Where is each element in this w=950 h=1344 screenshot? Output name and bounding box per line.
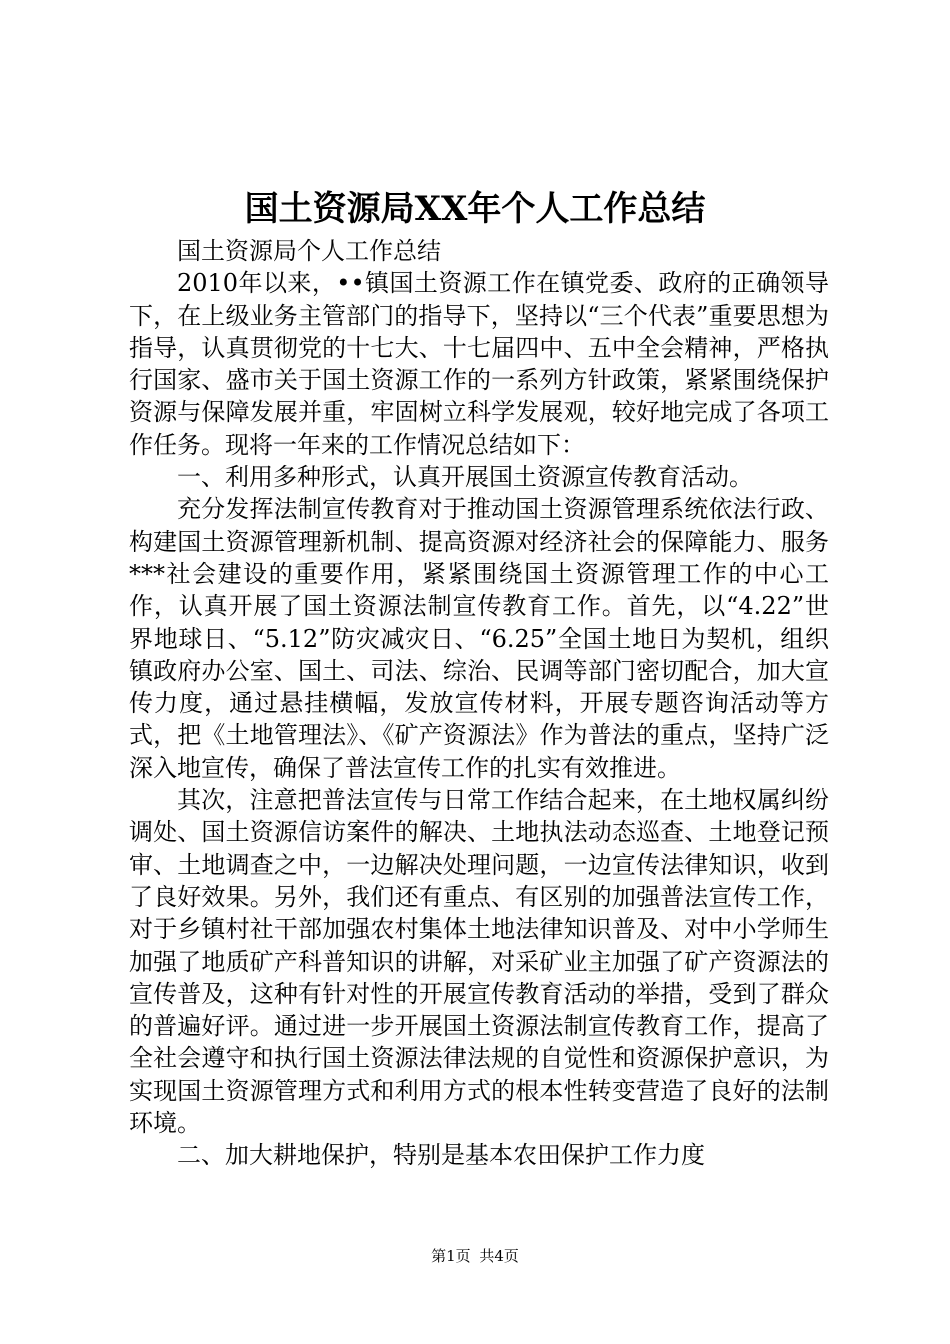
page-footer xyxy=(0,1246,950,1266)
intro-paragraph: 2010年以来，••镇国土资源工作在镇党委、政府的正确领导下，在上级业务主管部门的指导下，坚持以“三个代表”重要思想为指导，认真贯彻党的十七大、十七届四中、五中全会精神，严格执行国家、盛市关于国土资源工作的一系列方针政策，紧紧围绕保护资源与保障发展并重，牢固树立科学发展观，较好地完成了各项工作任务。现将一年来的工作情况总结如下： xyxy=(129,269,829,459)
document-body xyxy=(129,235,829,1172)
section-heading-2: 二、加大耕地保护，特别是基本农田保护工作力度 xyxy=(177,1141,705,1170)
subtitle-paragraph: 国土资源局个人工作总结 xyxy=(177,237,441,265)
page-total: 共4页 xyxy=(479,1247,519,1265)
body-paragraph: 其次，注意把普法宣传与日常工作结合起来，在土地权属纠纷调处、国土资源信访案件的解决、土地执法动态巡查、土地登记预审、土地调查之中，一边解决处理问题，一边宣传法律知识，收到了良好效果。另外，我们还有重点、有区别的加强普法宣传工作，对于乡镇村社干部加强农村集体土地法律知识普及、对中小学师生加强了地质矿产科普知识的讲解，对采矿业主加强了矿产资源法的宣传普及，这种有针对性的开展宣传教育活动的举措，受到了群众的普遍好评。通过进一步开展国土资源法制宣传教育工作，提高了全社会遵守和执行国土资源法律法规的自觉性和资源保护意识，为实现国土资源管理方式和利用方式的根本性转变营造了良好的法制环境。 xyxy=(129,786,829,1138)
section-heading-1: 一、利用多种形式，认真开展国土资源宣传教育活动。 xyxy=(177,463,753,492)
body-paragraph: 充分发挥法制宣传教育对于推动国土资源管理系统依法行政、构建国土资源管理新机制、提高资源对经济社会的保障能力、服务***社会建设的重要作用，紧紧围绕国土资源管理工作的中心工作，认真开展了国土资源法制宣传教育工作。首先，以“4.22”世界地球日、“5.12”防灾减灾日、“6.25”全国土地日为契机，组织镇政府办公室、国土、司法、综治、民调等部门密切配合，加大宣传力度，通过悬挂横幅，发放宣传材料，开展专题咨询活动等方式，把《土地管理法》、《矿产资源法》作为普法的重点，坚持广泛深入地宣传，确保了普法宣传工作的扎实有效推进。 xyxy=(129,495,829,782)
document-title: 国土资源局XX年个人工作总结 xyxy=(244,189,706,229)
page-number: 第1页 xyxy=(431,1247,471,1265)
